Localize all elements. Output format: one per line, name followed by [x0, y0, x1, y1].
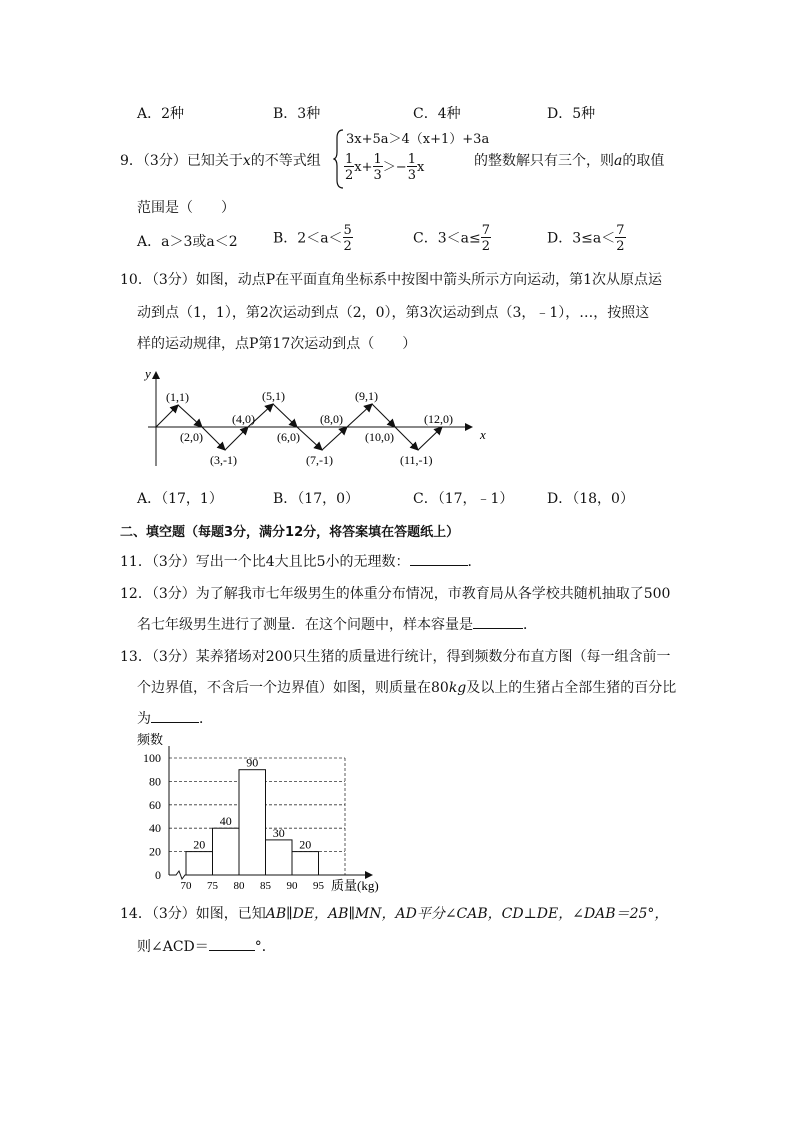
q8-option-d: D．5种: [547, 106, 596, 122]
q13-answer-blank[interactable]: [151, 708, 199, 723]
bars: [186, 770, 319, 875]
bar-data-label: 20: [193, 837, 206, 852]
q9-frac-half: $\frac{1}{2}$: [345, 152, 354, 183]
q9-inequality-2: $\frac{1}{2}$ x+ $\frac{1}{3}$ ＞− $\frac{1}{3}$ x: [345, 152, 425, 183]
q9-text-a: 已知关于: [186, 153, 243, 169]
x-tick-label: 90: [286, 880, 298, 892]
q10-option-b: B．（17，0）: [273, 491, 360, 507]
x-tick-label: 95: [313, 880, 324, 892]
q9-var-x: x: [242, 153, 251, 169]
y-axis-label: y: [145, 366, 151, 381]
q9-option-b: B．2＜a＜ $\frac{5}{2}$: [273, 223, 352, 254]
q9-stem-end: 的整数解只有三个，则a的取值: [474, 153, 665, 169]
label-3-neg1: (3,-1): [210, 453, 237, 467]
q9-option-a: A．a＞3或a＜2: [137, 234, 238, 250]
y-axis-label: 频数: [137, 732, 164, 747]
y-tick-label: 20: [149, 844, 161, 859]
q8-option-c: C．4种: [413, 106, 461, 122]
bar-data-label: 40: [219, 814, 232, 829]
bar: [186, 852, 213, 875]
q9-frac-third: $\frac{1}{3}$: [373, 152, 382, 183]
y-tick-labels: [143, 751, 161, 882]
y-tick-label: 0: [155, 868, 161, 882]
bar: [292, 852, 319, 875]
q9-number: 9．: [120, 153, 143, 169]
q9-line2: 范围是（ ）: [137, 200, 235, 216]
x-axis-label: x: [480, 427, 486, 442]
section2-title: 二、填空题（每题3分，满分12分，将答案填在答题纸上）: [120, 525, 460, 540]
q13-histogram: [135, 730, 395, 896]
q12-line1: 12．（3分）为了解我市七年级男生的体重分布情况，市教育局从各学校共随机抽取了500: [120, 586, 671, 602]
label-1-1: (1,1): [166, 390, 189, 404]
q10-line1: 10．（3分）如图，动点P在平面直角坐标系中按图中箭头所示方向运动，第1次从原点运: [120, 272, 663, 288]
q12-line2: 名七年级男生进行了测量．在这个问题中，样本容量是 ．: [137, 614, 537, 634]
y-tick-label: 40: [149, 821, 161, 836]
q13-line3: 为 ．: [137, 708, 213, 728]
q9-frac-rhs: $\frac{1}{3}$: [407, 152, 416, 183]
label-8-0: (8,0): [320, 412, 343, 426]
bar-data-label: 30: [272, 825, 285, 840]
y-tick-label: 60: [149, 797, 161, 812]
q9-option-c: C．3＜a≤ $\frac{7}{2}$: [413, 223, 490, 254]
q14-line1: 14．（3分）如图，已知AB∥DE，AB∥MN，AD平分∠CAB，CD⊥DE，∠DAB＝25°，: [120, 906, 669, 922]
q8-option-b: B．3种: [273, 106, 321, 122]
label-5-1: (5,1): [262, 389, 285, 403]
q13-line2: 个边界值，不含后一个边界值）如图，则质量在80kg及以上的生猪占全部生猪的百分比: [137, 680, 677, 696]
q14-answer-blank[interactable]: [209, 936, 255, 951]
q13-line1: 13．（3分）某养猪场对200只生猪的质量进行统计，得到频数分布直方图（每一组含前一: [120, 649, 671, 665]
q11: 11．（3分）写出一个比4大且比5小的无理数： ．: [120, 551, 482, 571]
bar: [213, 828, 240, 875]
q10-line3: 样的运动规律，点P第17次运动到点（ ）: [137, 336, 417, 352]
x-tick-label: 80: [233, 880, 245, 892]
label-2-0: (2,0): [180, 430, 203, 444]
q9-stem-start: [120, 150, 321, 170]
label-11-neg1: (11,-1): [400, 453, 433, 467]
y-tick-label: 100: [143, 751, 161, 765]
q10-line2: 动到点（1，1），第2次运动到点（2，0），第3次运动到点（3，﹣1），…，按照这: [137, 305, 650, 321]
q9-option-d: D．3≤a＜ $\frac{7}{2}$: [547, 223, 625, 254]
x-tick-labels: [181, 880, 325, 892]
q10-zigzag-figure: [140, 362, 490, 472]
bar-data-label: 90: [246, 755, 259, 770]
bar: [239, 770, 266, 875]
y-tick-label: 80: [149, 774, 161, 789]
x-tick-label: 70: [180, 880, 192, 892]
q9-score: （3分）: [142, 153, 187, 169]
q14-line2: 则∠ACD＝ °．: [137, 936, 276, 956]
bar-data-label: 20: [299, 837, 312, 852]
label-10-0: (10,0): [365, 430, 394, 444]
q9-inequality-1: 3x+5a＞4（x+1）+3a: [346, 132, 490, 147]
point-labels: [166, 389, 453, 467]
label-4-0: (4,0): [232, 412, 255, 426]
x-axis-label: 质量(kg): [331, 878, 379, 893]
label-9-1: (9,1): [355, 389, 378, 403]
q10-option-c: C．（17，﹣1）: [413, 491, 514, 507]
q10-option-d: D．（18，0）: [547, 491, 634, 507]
x-tick-label: 75: [207, 880, 218, 892]
bar: [266, 840, 293, 875]
q9-text-b: 的不等式组: [250, 153, 321, 169]
q8-option-a: A．2种: [137, 106, 185, 122]
q11-answer-blank[interactable]: [410, 551, 468, 566]
q12-answer-blank[interactable]: [473, 614, 523, 629]
q10-option-a: A．（17，1）: [137, 491, 223, 507]
label-7-neg1: (7,-1): [306, 453, 333, 467]
label-12-0: (12,0): [424, 412, 453, 426]
label-6-0: (6,0): [277, 430, 300, 444]
x-tick-label: 85: [260, 880, 271, 892]
